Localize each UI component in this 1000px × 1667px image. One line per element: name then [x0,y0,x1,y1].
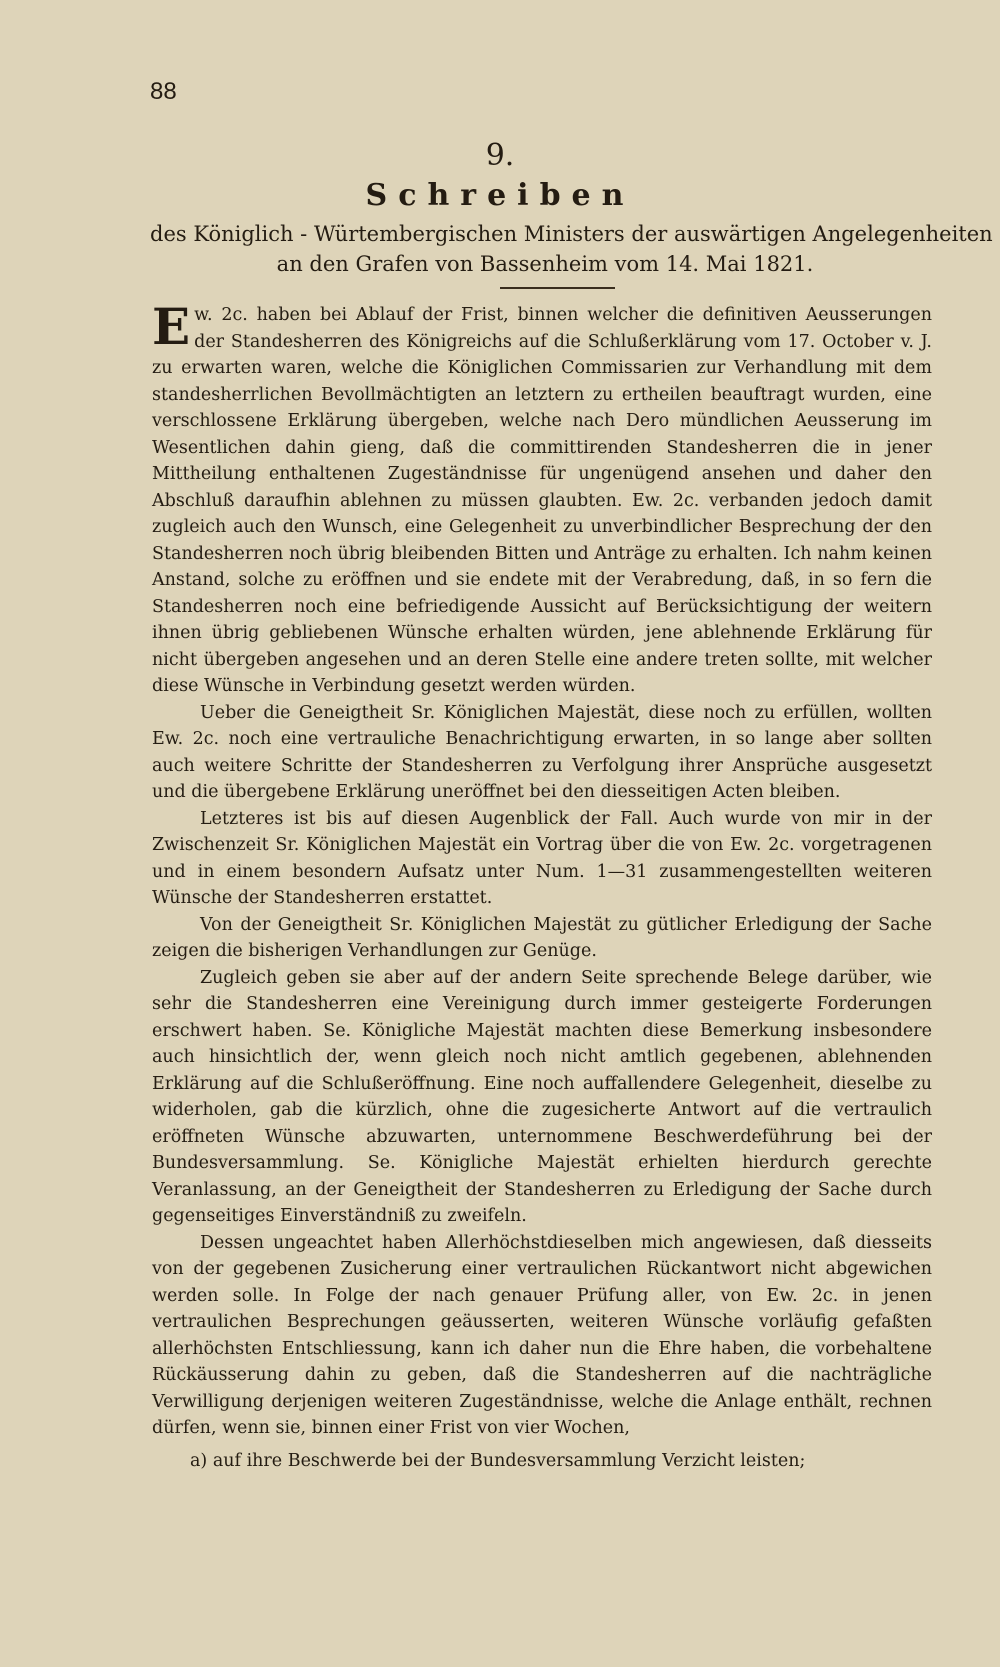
document-number: 9. [485,138,515,173]
paragraph-5: Zugleich geben sie aber auf der andern Seite sprechende Belege darüber, wie sehr die Standesherren eine Vereinigung durch immer gesteigerte Forderungen erschwert haben. Se. Königliche Majestät machten diese Bemerkung insbesondere auch hinsichtlich der, wenn gleich noch nicht amtlich gegebenen, ablehnenden Erklärung auf die Schlußeröffnung. Eine noch auffallendere Gelegenheit, dieselbe zu widerholen, gab die kürzlich, ohne die zugesicherte Antwort auf die vertraulich eröffneten Wünsche abzuwarten, unternommene Beschwerdeführung bei der Bundesversammlung. Se. Königliche Majestät erhielten hierdurch gerechte Veranlassung, an der Geneigtheit der Standesherren zu Erledigung der Sache durch gegenseitiges Einverständniß zu zweifeln. [152,967,932,1226]
document-subtitle-line-2: an den Grafen von Bassenheim vom 14. Mai 1821. [276,252,814,276]
paragraph-4: Von der Geneigtheit Sr. Königlichen Majestät zu gütlicher Erledigung der Sache zeigen die bisherigen Verhandlungen zur Genüge. [152,914,932,961]
paragraph-1-text: w. 2c. haben bei Ablauf der Frist, binnen welcher die definitiven Aeusserungen der Standesherren des Königreichs auf die Schlußerklärung vom 17. October v. J. zu erwarten waren, welche die Königlichen Commissarien zur Verhandlung mit dem standesherrlichen Bevollmächtigten an letztern zu ertheilen beauftragt wurden, eine verschlossene Erklärung übergeben, welche nach Dero mündlichen Aeusserung im Wesentlichen dahin gieng, daß die committirenden Standesherren die in jener Mittheilung enthaltenen Zugeständnisse für ungenügend ansehen und daher den Abschluß daraufhin ablehnen zu müssen glaubten. Ew. 2c. verbanden jedoch damit zugleich auch den Wunsch, eine Gelegenheit zu unverbindlicher Besprechung der den Standesherren noch übrig bleibenden Bitten und Anträge zu erhalten. Ich nahm keinen Anstand, solche zu eröffnen und sie endete mit der Verabredung, daß, in so fern die Standesherren noch eine befriedigende Aussicht auf Berücksichtigung der weitern ihnen übrig gebliebenen Wünsche erhalten würden, jene ablehnende Erklärung für nicht übergeben angesehen und an deren Stelle eine andere treten sollte, mit welcher diese Wünsche in Verbindung gesetzt werden würden. [152,305,932,696]
paragraph-6: Dessen ungeachtet haben Allerhöchstdieselben mich angewiesen, daß diesseits von der gegebenen Zusicherung einer vertraulichen Rückantwort nicht abgewichen werden solle. In Folge der nach genauer Prüfung aller, von Ew. 2c. in jenen vertraulichen Besprechungen geäusserten, weiteren Wünsche vorläufig gefaßten allerhöchsten Entschliessung, kann ich daher nun die Ehre haben, die vorbehaltene Rückäusserung dahin zu geben, daß die Standesherren auf die nachträgliche Verwilligung derjenigen weiteren Zugeständnisse, welche die Anlage enthält, rechnen dürfen, wenn sie, binnen einer Frist von vier Wochen, [152,1232,932,1438]
document-subtitle-line-1: des Königlich - Würtembergischen Ministers der auswärtigen Angelegenheiten [150,222,993,246]
title-divider [500,287,615,289]
letter-body [152,297,932,1474]
drop-cap: E [152,297,191,356]
paragraph-1 [152,297,932,700]
paragraph-3: Letzteres ist bis auf diesen Augenblick der Fall. Auch wurde von mir in der Zwischenzeit Sr. Königlichen Majestät ein Vortrag über die von Ew. 2c. vorgetragenen und in einem besondern Aufsatz unter Num. 1—31 zusammengestellten weiteren Wünsche der Standesherren erstattet. [152,808,932,908]
list-item-a: a) auf ihre Beschwerde bei der Bundesversammlung Verzicht leisten; [190,1450,806,1471]
document-title: Schreiben [365,178,635,213]
paragraph-2: Ueber die Geneigtheit Sr. Königlichen Majestät, diese noch zu erfüllen, wollten Ew. 2c. noch eine vertrauliche Benachrichtigung erwarten, in so lange aber sollten auch weitere Schritte der Standesherren zu Verfolgung ihrer Ansprüche ausgesetzt und die übergebene Erklärung uneröffnet bei den diesseitigen Acten bleiben. [152,702,932,802]
page-number: 88 [150,78,177,105]
